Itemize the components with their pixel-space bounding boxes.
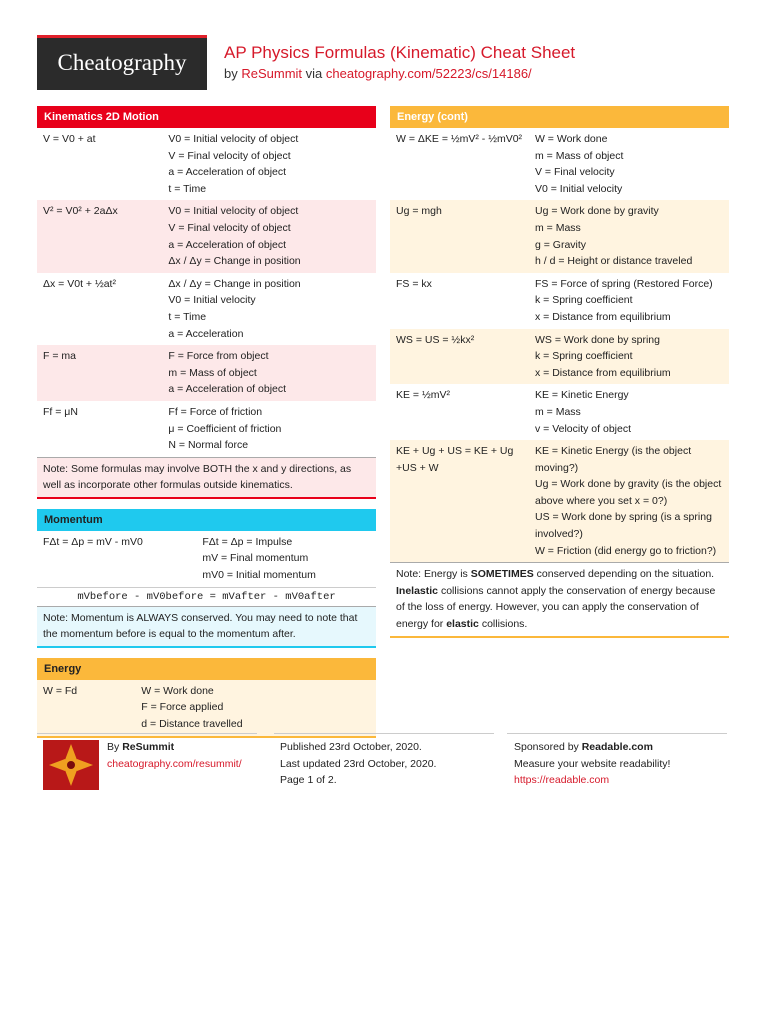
definition-line: W = Friction (did energy go to friction?) <box>534 544 717 557</box>
formula-cell: Δx = V0t + ½at² <box>37 273 162 345</box>
definition-cell <box>529 273 729 329</box>
definition-line: F = Force applied <box>141 701 224 714</box>
definition-line: a = Acceleration of object <box>168 238 287 251</box>
definition-line: m = Mass <box>534 221 581 234</box>
definition-line: V = Final velocity <box>534 166 615 179</box>
table-row <box>37 531 376 587</box>
definition-cell <box>162 345 376 401</box>
definition-line: a = Acceleration <box>168 327 244 340</box>
definition-line: Δx / Δy = Change in position <box>168 255 301 268</box>
author-avatar[interactable] <box>43 740 99 790</box>
kinematics-note: Note: Some formulas may involve BOTH the x and y directions, as well as incorporate other formulas outside kinematics. <box>37 457 376 497</box>
formula-cell: W = ΔKE = ½mV² - ½mV0² <box>390 128 529 200</box>
logo-text: Cheatography <box>57 49 187 75</box>
energy-note <box>390 562 729 635</box>
definition-line: t = Time <box>168 310 207 323</box>
definition-line: mV = Final momentum <box>202 552 309 565</box>
definition-cell <box>162 128 376 200</box>
definition-line: Δx / Δy = Change in position <box>168 277 301 290</box>
note-text: collisions cannot apply the conservation of energy because of the loss of energy. However, you can apply the conservation of energy for <box>396 584 716 631</box>
kinematics-section <box>37 106 376 499</box>
formula-cell: KE = ½mV² <box>390 384 529 440</box>
energy-cont-heading: Energy (cont) <box>390 106 729 128</box>
table-row <box>37 401 376 457</box>
formula-cell: FΔt = Δp = mV - mV0 <box>43 535 143 548</box>
definition-line: N = Normal force <box>168 439 249 452</box>
definition-line: x = Distance from equilibrium <box>534 366 671 379</box>
sponsor-tagline: Measure your website readability! <box>514 757 671 770</box>
momentum-section <box>37 509 376 648</box>
formula-cell: Ff = μN <box>37 401 162 457</box>
definition-line: a = Acceleration of object <box>168 166 287 179</box>
sponsor-link[interactable]: https://readable.com <box>514 774 610 787</box>
kinematics-heading: Kinematics 2D Motion <box>37 106 376 128</box>
note-text: conserved depending on the situation. <box>533 568 715 581</box>
definition-line: V0 = Initial velocity of object <box>168 205 299 218</box>
definition-line: F = Force from object <box>168 350 269 363</box>
cheatography-logo[interactable] <box>37 35 207 90</box>
table-row <box>37 680 376 736</box>
footer-author-link[interactable]: cheatography.com/resummit/ <box>107 757 242 770</box>
definition-line: Ug = Work done by gravity (is the object above where you set x = 0?) <box>534 478 722 507</box>
definition-cell <box>529 440 729 562</box>
momentum-note: Note: Momentum is ALWAYS conserved. You may need to note that the momentum before is equal to the momentum after. <box>37 606 376 646</box>
footer-dates <box>280 739 436 789</box>
avatar-emblem-icon <box>43 740 99 790</box>
definition-line: mV0 = Initial momentum <box>202 569 316 582</box>
definition-line: US = Work done by spring (is a spring involved?) <box>534 511 712 541</box>
momentum-heading: Momentum <box>37 509 376 531</box>
table-row <box>37 128 376 200</box>
definition-cell <box>162 401 376 457</box>
published-date: Published 23rd October, 2020. <box>280 741 422 753</box>
table-row <box>37 273 376 345</box>
definition-line: h / d = Height or distance traveled <box>534 255 693 268</box>
definition-line: x = Distance from equilibrium <box>534 310 671 323</box>
formula-cell: WS = US = ½kx² <box>390 329 529 385</box>
definition-line: μ = Coefficient of friction <box>168 422 282 435</box>
left-column <box>37 106 376 748</box>
formula-cell: KE + Ug + US = KE + Ug +US + W <box>390 440 529 562</box>
definition-line: KE = Kinetic Energy (is the object moving?) <box>534 445 692 474</box>
note-text: Note: Energy is <box>396 568 471 581</box>
updated-date: Last updated 23rd October, 2020. <box>280 757 437 770</box>
table-row <box>37 345 376 401</box>
definition-cell <box>529 329 729 385</box>
note-emphasis: Inelastic <box>396 584 439 597</box>
formula-cell: W = Fd <box>43 684 78 697</box>
table-row <box>390 128 729 200</box>
formula-cell: V = V0 + at <box>37 128 162 200</box>
definition-cell <box>162 200 376 272</box>
footer-sponsor <box>514 739 670 789</box>
table-row <box>390 273 729 329</box>
energy-cont-table <box>390 128 729 562</box>
definition-line: V = Final velocity of object <box>168 149 291 162</box>
formula-cell: F = ma <box>37 345 162 401</box>
definition-line: V = Final velocity of object <box>168 221 291 234</box>
kinematics-table <box>37 128 376 457</box>
definition-line: Ug = Work done by gravity <box>534 205 659 218</box>
sponsored-label: Sponsored by <box>514 741 579 753</box>
note-emphasis: elastic <box>446 618 479 631</box>
definition-line: m = Mass of object <box>168 366 257 379</box>
definition-line: Ff = Force of friction <box>168 405 263 418</box>
definition-line: m = Mass <box>534 405 581 418</box>
definition-line: a = Acceleration of object <box>168 383 287 396</box>
footer-by-label: By <box>107 741 120 753</box>
sheet-url-link[interactable]: cheatography.com/52223/cs/14186/ <box>325 66 532 81</box>
definition-cell <box>529 128 729 200</box>
energy-table <box>37 680 376 736</box>
definition-cell <box>196 531 376 587</box>
logo-accent-bar <box>37 35 207 38</box>
table-row <box>390 200 729 272</box>
definition-line: FΔt = Δp = Impulse <box>202 535 293 548</box>
formula-cell: FS = kx <box>390 273 529 329</box>
definition-line: k = Spring coefficient <box>534 350 633 363</box>
definition-cell <box>135 680 376 736</box>
table-row <box>390 384 729 440</box>
momentum-table <box>37 531 376 587</box>
footer-author-name: ReSummit <box>122 741 175 753</box>
page-number: Page 1 of 2. <box>280 774 337 787</box>
energy-section <box>37 658 376 738</box>
definition-line: d = Distance travelled <box>141 718 243 731</box>
definition-line: t = Time <box>168 182 207 195</box>
table-row <box>390 440 729 562</box>
sponsor-name: Readable.com <box>581 741 653 753</box>
author-link[interactable]: ReSummit <box>241 66 303 81</box>
definition-line: V0 = Initial velocity <box>168 294 256 307</box>
energy-heading: Energy <box>37 658 376 680</box>
right-column <box>390 106 729 648</box>
definition-line: g = Gravity <box>534 238 587 251</box>
definition-cell <box>529 384 729 440</box>
definition-line: V0 = Initial velocity of object <box>168 133 299 145</box>
definition-line: WS = Work done by spring <box>534 333 660 346</box>
definition-cell <box>529 200 729 272</box>
note-text: collisions. <box>478 618 528 631</box>
table-row <box>390 329 729 385</box>
by-label: by <box>224 66 238 81</box>
definition-line: m = Mass of object <box>534 149 624 162</box>
momentum-conservation-formula: mVbefore - mV0before = mVafter - mV0after <box>37 587 376 606</box>
formula-cell: Ug = mgh <box>390 200 529 272</box>
formula-cell: V² = V0² + 2aΔx <box>37 200 162 272</box>
definition-line: V0 = Initial velocity <box>534 182 623 195</box>
definition-line: KE = Kinetic Energy <box>534 389 629 402</box>
definition-line: FS = Force of spring (Restored Force) <box>534 277 713 290</box>
footer-author <box>107 739 242 772</box>
table-row <box>37 200 376 272</box>
definition-line: k = Spring coefficient <box>534 294 633 307</box>
header-byline <box>224 66 532 81</box>
note-emphasis: SOMETIMES <box>470 568 534 581</box>
definition-cell <box>162 273 376 345</box>
via-label: via <box>305 66 323 81</box>
definition-line: W = Work done <box>534 133 608 145</box>
definition-line: W = Work done <box>141 684 214 697</box>
page-title: AP Physics Formulas (Kinematic) Cheat Sheet <box>224 43 576 62</box>
energy-cont-section <box>390 106 729 638</box>
definition-line: v = Velocity of object <box>534 422 631 435</box>
